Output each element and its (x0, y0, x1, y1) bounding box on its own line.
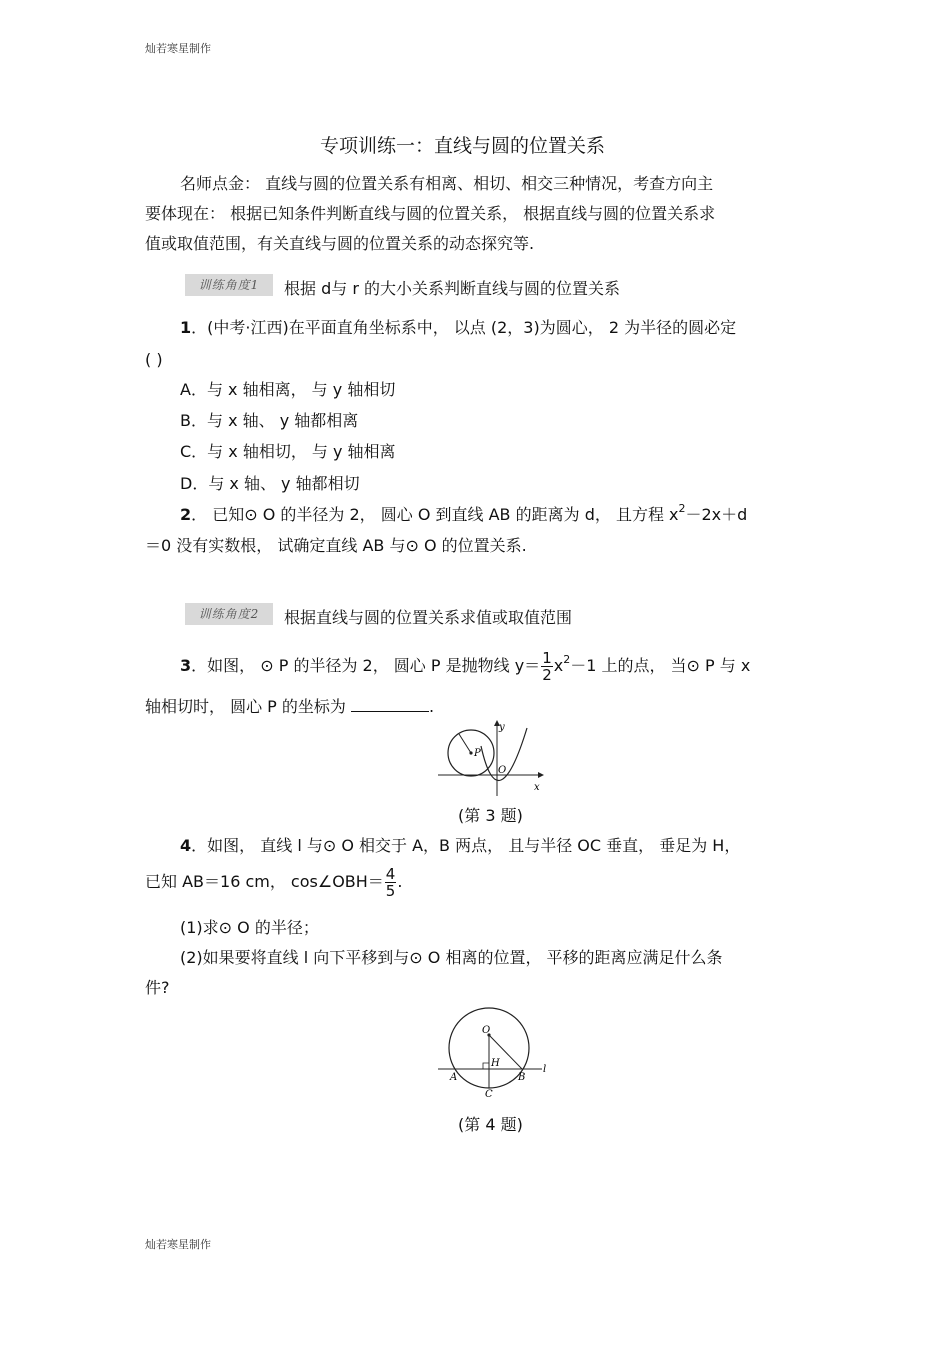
section-badge-2: 训练角度2 (185, 603, 273, 625)
question-number: 4 (180, 836, 192, 855)
answer-blank (351, 697, 429, 712)
figure-4-diagram (430, 1005, 560, 1100)
section-2-text: 根据直线与圆的位置关系求值或取值范围 (284, 608, 573, 627)
section-1-heading (185, 274, 273, 296)
answer-bracket: ( ) (145, 350, 163, 369)
question-3-line-2: 轴相切时， 圆心 P 的坐标为 . (145, 697, 435, 716)
option-d: D．与 x 轴、 y 轴都相切 (180, 474, 360, 493)
fraction-four-fifths: $\frac{4}{5}$ (385, 865, 396, 900)
center-point-p (469, 751, 472, 754)
figure-3-diagram (438, 718, 548, 798)
section-badge-1: 训练角度1 (185, 274, 273, 296)
question-4-line-2: 已知 AB＝16 cm， cos∠OBH＝ $\frac{4}{5}$ . (145, 865, 403, 900)
question-text: ．(中考·江西)在平面直角坐标系中， 以点 (2，3)为圆心， 2 为半径的圆必定 (191, 318, 737, 337)
intro-line-1: 名师点金： 直线与圆的位置关系有相离、相切、相交三种情况，考查方向主 (180, 174, 714, 193)
option-b: B．与 x 轴、 y 轴都相离 (180, 411, 359, 430)
section-1-text: 根据 d与 r 的大小关系判断直线与圆的位置关系 (284, 279, 620, 298)
question-number: 2 (180, 505, 192, 524)
fraction-one-half: $\frac{1}{2}$ (542, 649, 552, 684)
label-c: C (485, 1089, 493, 1100)
question-1-line-1 (180, 318, 736, 338)
question-4-line-1: 4．如图， 直线 l 与⊙ O 相交于 A，B 两点， 且与半径 OC 垂直， 垂足为 H， (180, 836, 741, 855)
label-y: y (499, 722, 505, 733)
x-axis-arrow (538, 772, 544, 778)
question-4-part-2: (2)如果要将直线 l 向下平移到与⊙ O 相离的位置， 平移的距离应满足什么条 (180, 948, 723, 967)
question-4-part-1: (1)求⊙ O 的半径； (180, 918, 319, 937)
figure-4-caption: (第 4 题) (458, 1115, 523, 1134)
question-number: 1 (180, 318, 192, 337)
label-l: l (543, 1064, 547, 1075)
page-header: 灿若寒星制作 (145, 42, 211, 55)
label-b: B (518, 1072, 526, 1083)
section-2-heading (185, 603, 273, 625)
label-h: H (491, 1058, 500, 1069)
option-a: A．与 x 轴相离， 与 y 轴相切 (180, 380, 396, 399)
question-number: 3 (180, 656, 192, 675)
page-footer: 灿若寒星制作 (145, 1238, 211, 1251)
label-o: O (482, 1025, 491, 1036)
label-a: A (450, 1072, 458, 1083)
option-c: C．与 x 轴相切， 与 y 轴相离 (180, 442, 396, 461)
radius-line (459, 734, 471, 753)
right-angle-mark (483, 1063, 489, 1069)
intro-line-3: 值或取值范围，有关直线与圆的位置关系的动态探究等. (145, 234, 535, 253)
question-2-line-1: 2． 已知⊙ O 的半径为 2， 圆心 O 到直线 AB 的距离为 d， 且方程 $x^2-2x+d$ (180, 502, 748, 524)
question-2-line-2: ＝0 没有实数根， 试确定直线 AB 与⊙ O 的位置关系. (145, 536, 527, 555)
question-4-part-2-cont: 件? (145, 978, 170, 997)
figure-3-caption: (第 3 题) (458, 806, 523, 825)
label-x: x (534, 782, 540, 793)
label-p: P (474, 748, 481, 759)
label-o: O (498, 765, 507, 776)
intro-line-2: 要体现在： 根据已知条件判断直线与圆的位置关系， 根据直线与圆的位置关系求 (145, 204, 716, 223)
question-3-line-1: 3．如图， ⊙ P 的半径为 2， 圆心 P 是抛物线 y＝ $\frac{1}{2}$ $x^2-1$ 上的点， 当⊙ P 与 x (180, 649, 751, 684)
page-title: 专项训练一：直线与圆的位置关系 (320, 135, 606, 157)
